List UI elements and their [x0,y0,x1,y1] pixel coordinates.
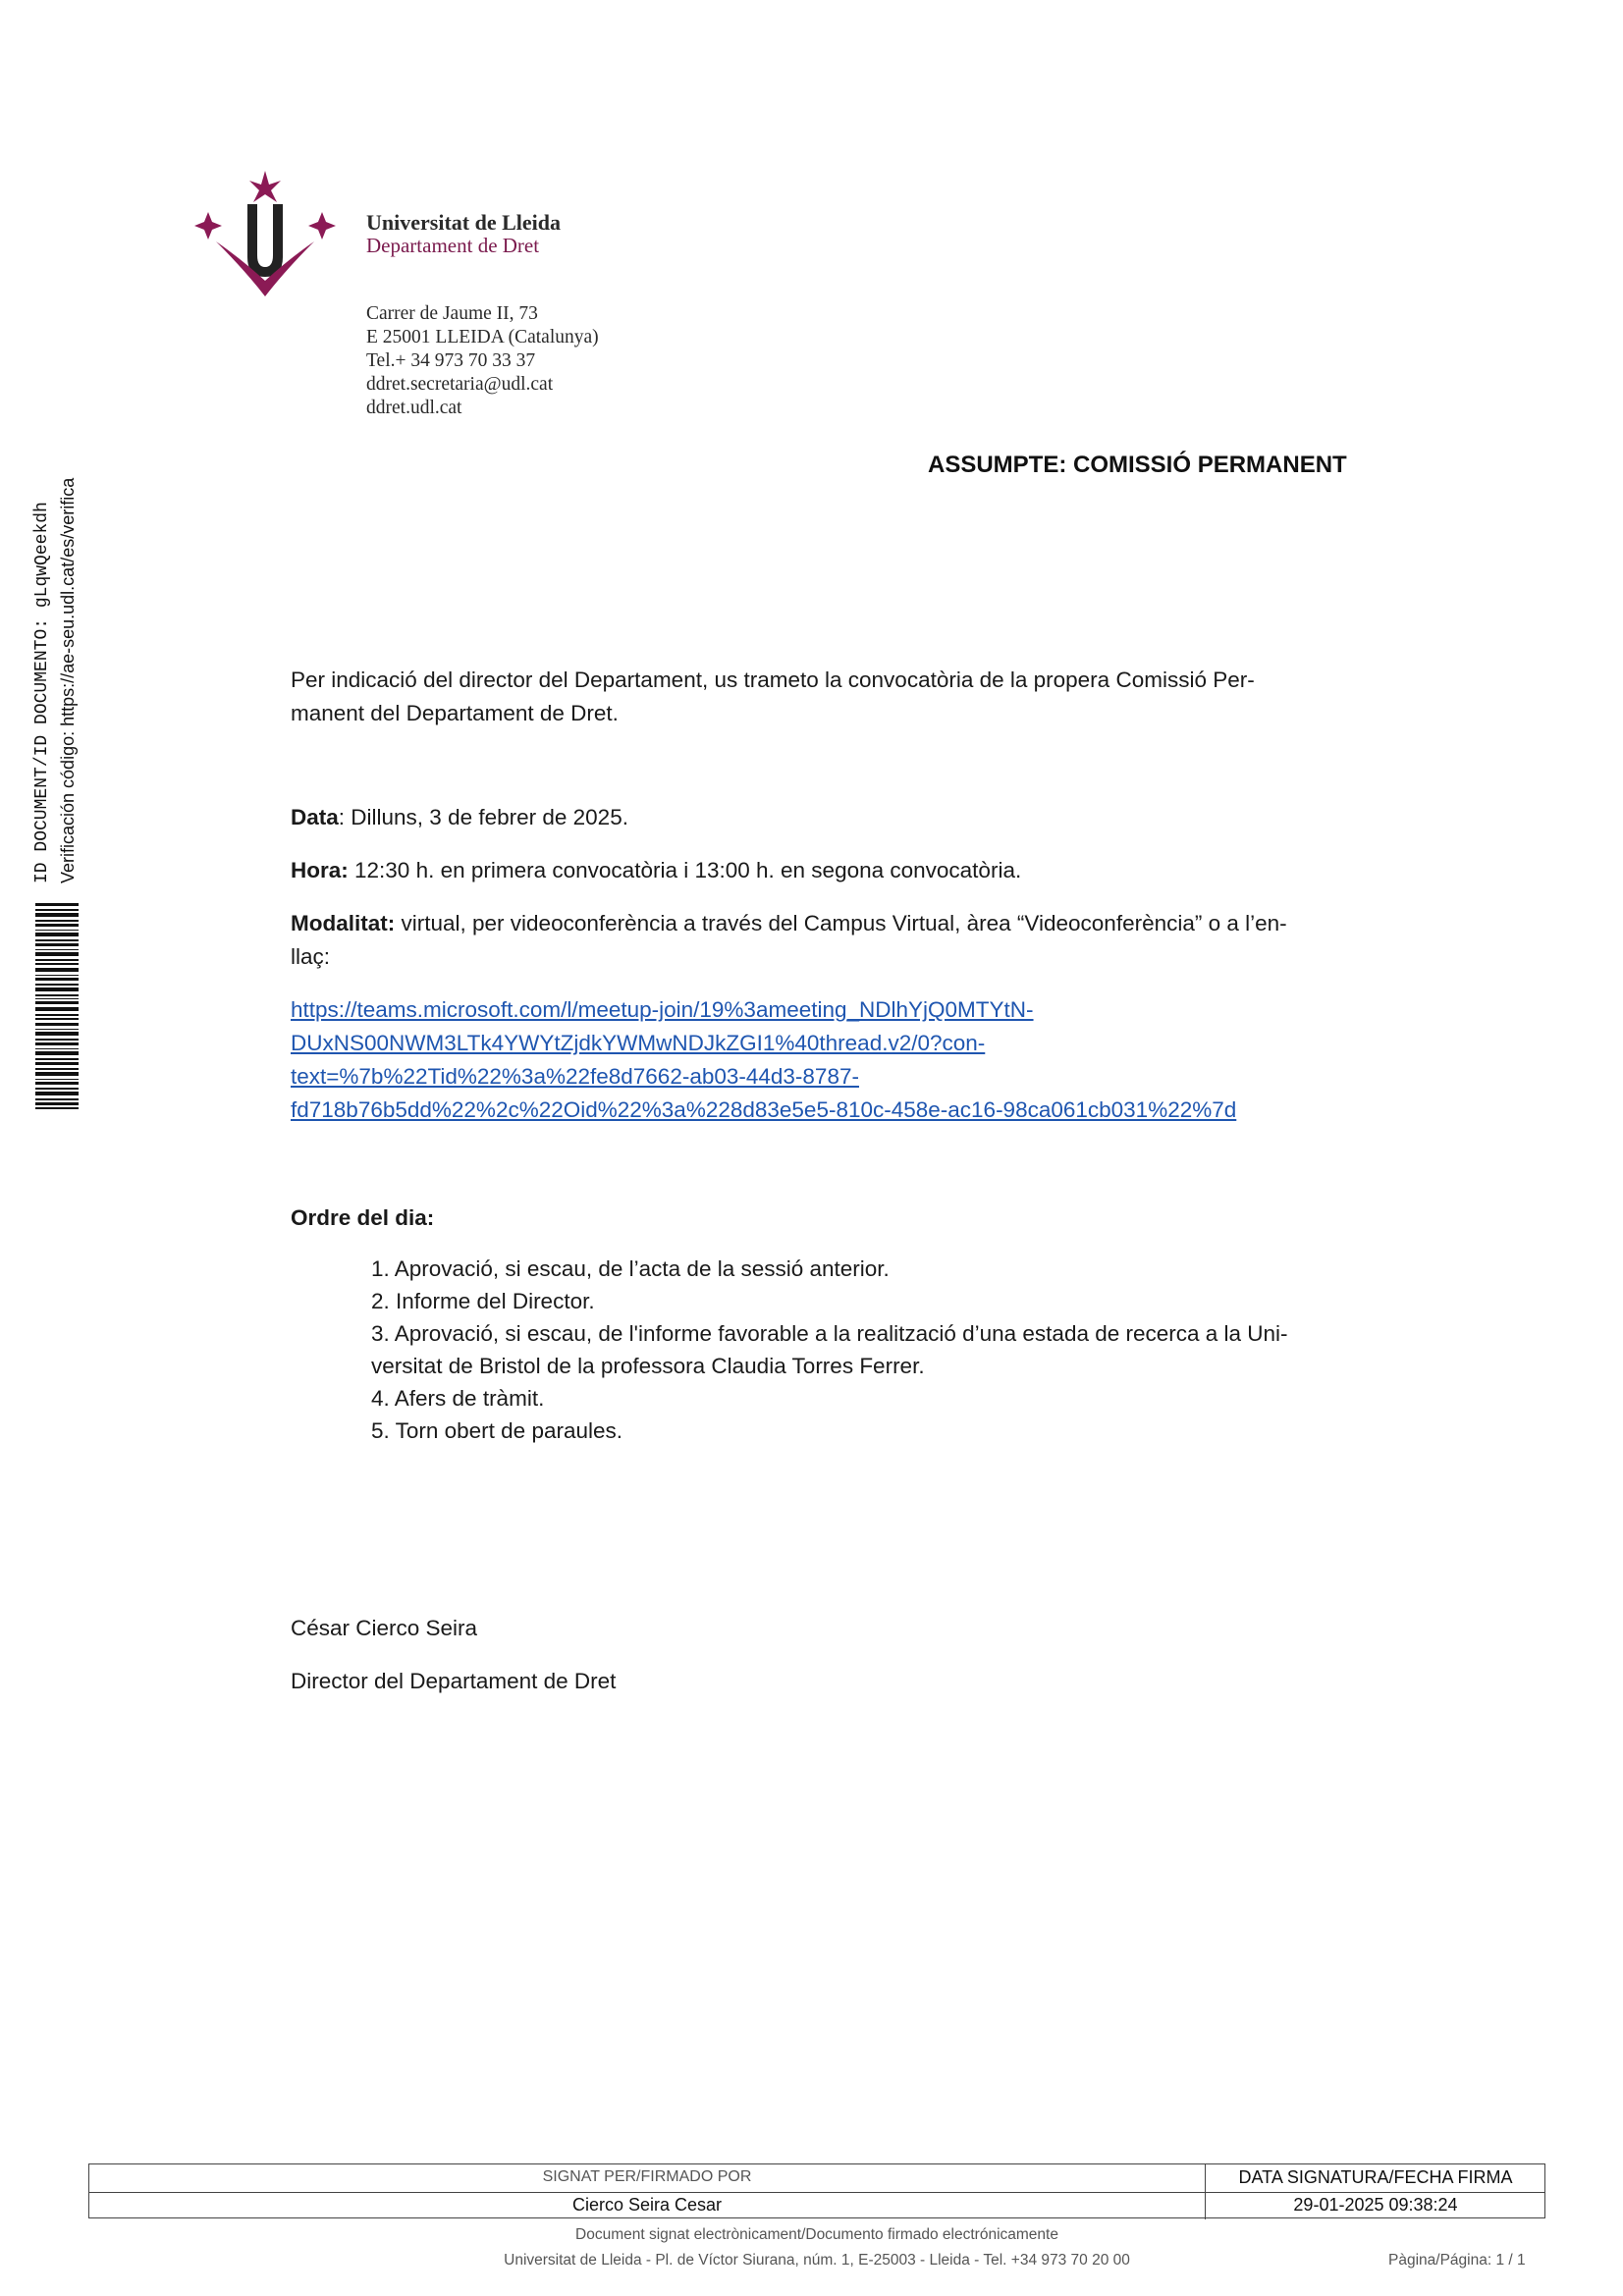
agenda-item: 1. Aprovació, si escau, de l’acta de la sessió anterior. [371,1256,890,1281]
signature-table-row [89,2192,1544,2219]
address-website: ddret.udl.cat [366,398,462,418]
modal-line: llaç: [291,944,331,969]
logo-top-star-icon [249,171,281,202]
address-block [366,302,599,420]
signature-table [88,2163,1545,2218]
hora-value: 12:30 h. en primera convocatòria i 13:00 h. en segona convocatòria. [348,858,1022,882]
address-city: E 25001 LLEIDA (Catalunya) [366,327,599,347]
footer-note: Document signat electrònicament/Documento firmado electrónicamente [575,2226,1058,2243]
document-id: ID DOCUMENT/ID DOCUMENTO: gLqwQeekdh [32,502,52,883]
address-phone: Tel.+ 34 973 70 33 37 [366,350,536,371]
agenda-item-continuation: versitat de Bristol de la professora Claudia Torres Ferrer. [371,1354,925,1378]
date-label: Data [291,805,339,829]
intro-line: manent del Departament de Dret. [291,701,619,725]
signature-date-label: DATA SIGNATURA/FECHA FIRMA [1205,2164,1545,2192]
footer-address: Universitat de Lleida - Pl. de Víctor Siurana, núm. 1, E-25003 - Lleida - Tel. +34 973 70 20 00 [504,2252,1130,2269]
signature-table-header [89,2164,1544,2193]
signature-date-value: 29-01-2025 09:38:24 [1205,2192,1545,2219]
department-name: Departament de Dret [366,234,540,257]
logo-left-star-icon [194,212,222,240]
page-number: Pàgina/Página: 1 / 1 [1388,2252,1526,2269]
university-name: Universitat de Lleida [366,210,561,235]
link-line[interactable]: fd718b76b5dd%22%2c%22Oid%22%3a%228d83e5e5-810c-458e-ac16-98ca061cb031%22%7d [291,1097,1237,1122]
agenda-item: 5. Torn obert de paraules. [371,1418,623,1443]
barcode [35,903,79,1109]
signer-name: César Cierco Seira [291,1616,478,1640]
teams-meeting-link[interactable] [291,993,1351,1127]
link-line[interactable]: text=%7b%22Tid%22%3a%22fe8d7662-ab03-44d3-8787- [291,1064,859,1089]
verification-code: Verificación código: https://ae-seu.udl.cat/es/verifica [58,477,78,883]
intro-paragraph [291,664,1351,730]
agenda-item: 4. Afers de tràmit. [371,1386,545,1411]
signed-by-value: Cierco Seira Cesar [571,2195,723,2215]
meeting-time [291,854,1351,887]
agenda-title: Ordre del dia: [291,1205,435,1230]
address-street: Carrer de Jaume II, 73 [366,303,538,324]
meeting-mode [291,907,1351,974]
link-line[interactable]: https://teams.microsoft.com/l/meetup-join/19%3ameeting_NDlhYjQ0MTYtN- [291,997,1034,1022]
address-email: ddret.secretaria@udl.cat [366,374,554,395]
agenda-item: 2. Informe del Director. [371,1289,595,1313]
logo-u-letter [247,204,283,277]
agenda-item: 3. Aprovació, si escau, de l'informe favorable a la realització d’una estada de recerca a la Uni- [371,1321,1288,1346]
signed-by-label: SIGNAT PER/FIRMADO POR [542,2168,752,2185]
link-line[interactable]: DUxNS00NWM3LTk4YWYtZjdkYWMwNDJkZGI1%40thread.v2/0?con- [291,1031,986,1055]
agenda-list [371,1253,1353,1447]
meeting-date [291,801,1351,834]
date-value: : Dilluns, 3 de febrer de 2025. [338,805,628,829]
modal-line: virtual, per videoconferència a través del Campus Virtual, àrea “Videoconferència” o a l’en- [395,911,1287,935]
hora-label: Hora: [291,858,349,882]
logo-right-star-icon [308,212,336,240]
modal-label: Modalitat: [291,911,396,935]
signer-role: Director del Departament de Dret [291,1669,617,1693]
university-logo [187,165,344,302]
subject-heading: ASSUMPTE: COMISSIÓ PERMANENT [928,452,1347,478]
intro-line: Per indicació del director del Departament, us trameto la convocatòria de la propera Comissió Per- [291,667,1255,692]
